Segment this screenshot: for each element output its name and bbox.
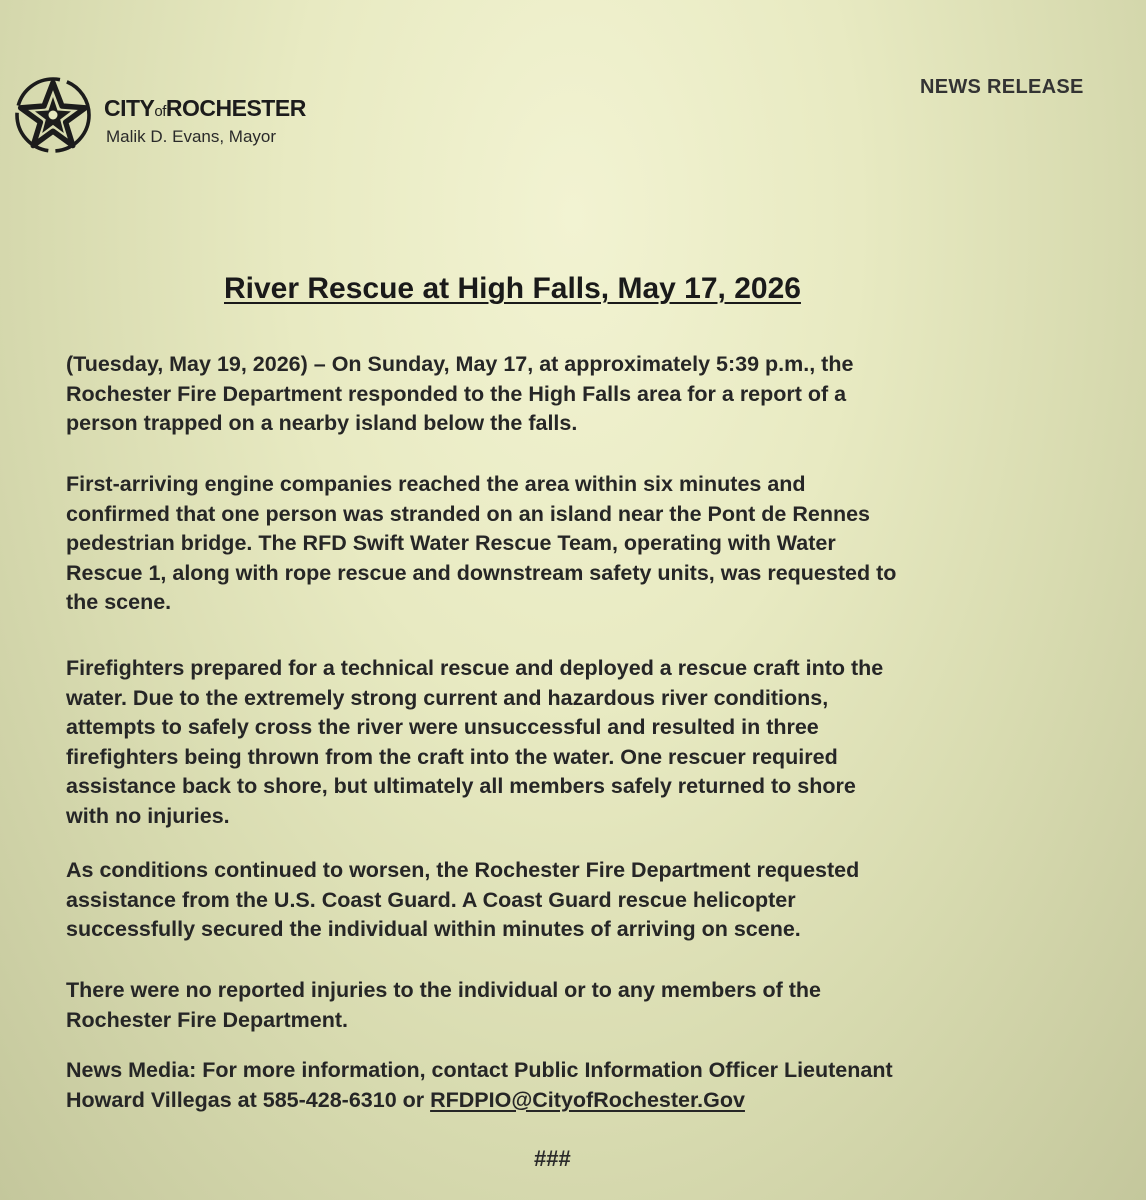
- paragraph-line: with no injuries.: [66, 803, 230, 828]
- paragraph-line: There were no reported injuries to the individual or to any members of the: [66, 978, 822, 1002]
- paragraph-line: person trapped on a nearby island below the falls.: [66, 411, 578, 435]
- paragraph-technical-rescue: [66, 654, 1066, 831]
- org-name: [104, 95, 306, 122]
- org-name-city: CITY: [104, 95, 155, 121]
- paragraph-line: firefighters being thrown from the craft into the water. One rescuer required: [66, 744, 838, 769]
- paragraph-line: assistance back to shore, but ultimately all members safely returned to shore: [66, 774, 856, 798]
- paragraph-line: First-arriving engine companies reached the area within six minutes and: [66, 472, 806, 496]
- paragraph-line: pedestrian bridge. The RFD Swift Water Rescue Team, operating with Water: [66, 531, 836, 555]
- paragraph-line: confirmed that one person was stranded on an island near the Pont de Rennes: [66, 501, 871, 526]
- release-headline: River Rescue at High Falls, May 17, 2026: [224, 272, 801, 305]
- paragraph-coast-guard: [66, 856, 1066, 945]
- org-name-of: of: [154, 103, 166, 120]
- mayor-name: Malik D. Evans, Mayor: [106, 127, 277, 146]
- city-of-rochester-logo-icon: [8, 70, 98, 160]
- news-release-label: NEWS RELEASE: [920, 76, 1084, 98]
- paragraph-line: [66, 1086, 1066, 1116]
- paragraph-no-injuries: [66, 976, 1066, 1035]
- end-of-release-mark: ###: [534, 1146, 571, 1171]
- paragraph-line: News Media: For more information, contact Public Information Officer Lieutenant: [66, 1058, 893, 1082]
- paragraph-line: water. Due to the extremely strong current and hazardous river conditions,: [66, 685, 829, 710]
- contact-email-link[interactable]: RFDPIO@CityofRochester.Gov: [430, 1087, 745, 1112]
- paragraph-line: successfully secured the individual within minutes of arriving on scene.: [66, 917, 801, 941]
- paragraph-line: Rochester Fire Department responded to the High Falls area for a report of a: [66, 381, 847, 406]
- paragraph-first-arriving: [66, 470, 1066, 618]
- paragraph-line: assistance from the U.S. Coast Guard. A Coast Guard rescue helicopter: [66, 887, 796, 912]
- paragraph-line: As conditions continued to worsen, the Rochester Fire Department requested: [66, 858, 860, 882]
- org-name-rochester: ROCHESTER: [165, 95, 306, 121]
- paragraph-line: attempts to safely cross the river were unsuccessful and resulted in three: [66, 715, 819, 739]
- paragraph-line: Rochester Fire Department.: [66, 1007, 348, 1032]
- paragraph-line: the scene.: [66, 590, 172, 614]
- paragraph-intro: [66, 350, 1066, 439]
- paragraph-line: Rescue 1, along with rope rescue and downstream safety units, was requested to: [66, 560, 897, 585]
- paragraph-line: (Tuesday, May 19, 2026) – On Sunday, May 17, at approximately 5:39 p.m., the: [66, 352, 854, 376]
- paragraph-line: Firefighters prepared for a technical rescue and deployed a rescue craft into the: [66, 656, 884, 680]
- paragraph-media-contact: [66, 1056, 1066, 1115]
- contact-text: Howard Villegas at 585-428-6310 or: [66, 1087, 431, 1112]
